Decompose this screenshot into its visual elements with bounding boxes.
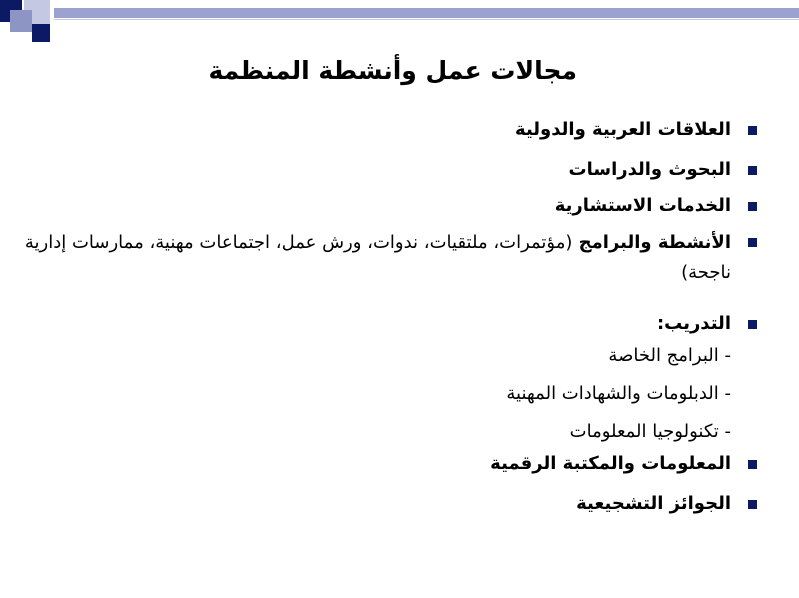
top-decorative-rule: [54, 8, 799, 18]
corner-square-dark-small: [32, 24, 50, 42]
list-item-research: [24, 156, 759, 192]
corner-square-mid: [10, 10, 32, 32]
list-item-text: الخدمات الاستشارية: [554, 195, 731, 216]
sub-item-diplomas: - الدبلومات والشهادات المهنية: [506, 383, 731, 404]
list-item-digital-library: [24, 450, 759, 490]
list-item-activities: [24, 228, 759, 310]
square-bullet-icon: [748, 126, 757, 135]
list-item-consulting: [24, 192, 759, 228]
list-item-text: المعلومات والمكتبة الرقمية: [490, 453, 731, 474]
square-bullet-icon: [748, 202, 757, 211]
list-item-relations: [24, 116, 759, 156]
sub-item-special-programs: - البرامج الخاصة: [608, 345, 731, 366]
square-bullet-icon: [748, 460, 757, 469]
list-item-text: العلاقات العربية والدولية: [515, 119, 731, 140]
square-bullet-icon: [748, 166, 757, 175]
square-bullet-icon: [748, 238, 757, 247]
list-item-text: الأنشطة والبرامج: [578, 232, 731, 253]
slide-content: [24, 116, 759, 526]
square-bullet-icon: [748, 500, 757, 509]
list-item-text: البحوث والدراسات: [568, 159, 731, 180]
slide-title: مجالات عمل وأنشطة المنظمة: [208, 56, 577, 85]
sub-item-it: - تكنولوجيا المعلومات: [569, 421, 731, 442]
list-item-training: [24, 310, 759, 342]
list-item-text: الجوائز التشجيعية: [576, 493, 731, 514]
list-item-text: التدريب:: [656, 313, 731, 334]
top-decorative-line: [54, 19, 799, 20]
list-item-detail: (مؤتمرات، ملتقيات، ندوات، ورش عمل، اجتماعات مهنية، ممارسات إدارية ناجحة): [24, 232, 731, 283]
list-item-awards: [24, 490, 759, 526]
square-bullet-icon: [748, 320, 757, 329]
